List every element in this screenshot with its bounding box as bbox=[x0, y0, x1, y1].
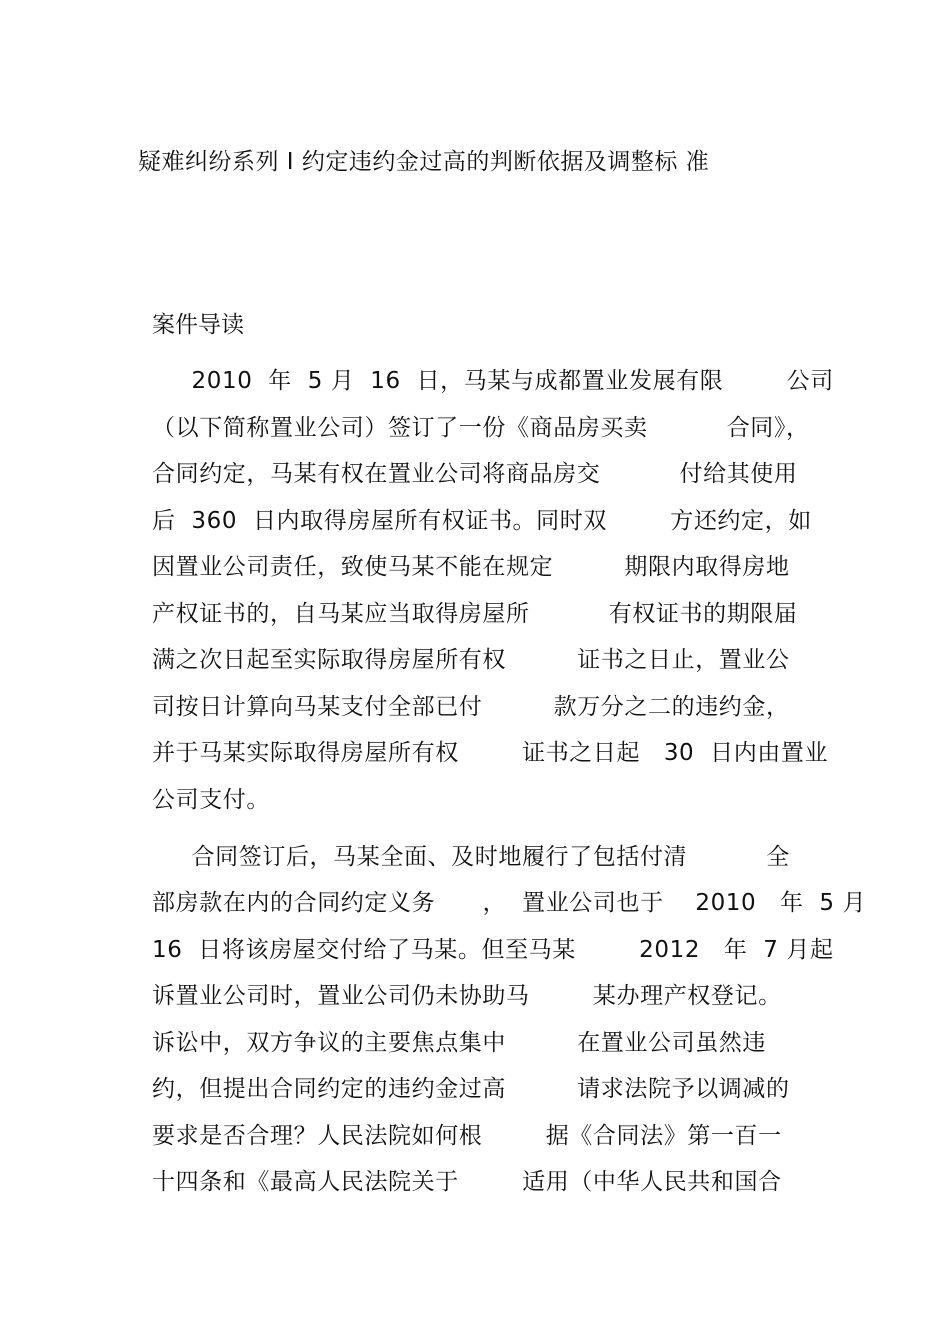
text-line: 合同约定，马某有权在置业公司将商品房交 付给其使用 bbox=[152, 461, 798, 487]
text-line: （以下简称置业公司）签订了一份《商品房买卖 合同》， bbox=[152, 415, 810, 441]
text-line: 满之次日起至实际取得房屋所有权 证书之日止，置业公 bbox=[152, 647, 790, 673]
text-line: 合同签订后，马某全面、及时地履行了包括付清 全 bbox=[152, 844, 790, 870]
text-line: 产权证书的，自马某应当取得房屋所 有权证书的期限届 bbox=[152, 601, 798, 627]
text-line: 诉讼中，双方争议的主要焦点集中 在置业公司虽然违 bbox=[152, 1030, 766, 1056]
text-line: 因置业公司责任，致使马某不能在规定 期限内取得房地 bbox=[152, 554, 790, 580]
text-line: 后 360 日内取得房屋所有权证书。同时双 方还约定，如 bbox=[152, 508, 812, 534]
text-line: 公司支付。 bbox=[152, 787, 270, 813]
document-title: 疑难纠纷系列 I 约定违约金过高的判断依据及调整标 准 bbox=[138, 149, 710, 175]
text-line: 十四条和《最高人民法院关于 适用（中华人民共和国合 bbox=[152, 1169, 782, 1195]
text-line: 约，但提出合同约定的违约金过高 请求法院予以调减的 bbox=[152, 1076, 790, 1102]
text-line: 2010 年 5 月 16 日，马某与成都置业发展有限 公司 bbox=[152, 368, 834, 394]
text-line: 司按日计算向马某支付全部已付 款万分之二的违约金， bbox=[152, 694, 790, 720]
text-line: 诉置业公司时，置业公司仍未协助马 某办理产权登记。 bbox=[152, 983, 782, 1009]
text-line: 要求是否合理？人民法院如何根 据《合同法》第一百一 bbox=[152, 1123, 782, 1149]
section-heading: 案件导读 bbox=[152, 312, 244, 338]
text-line: 16 日将该房屋交付给了马某。但至马某 2012 年 7 月起 bbox=[152, 937, 834, 963]
text-line: 部房款在内的合同约定义务 ， 置业公司也于 2010 年 5 月 bbox=[152, 890, 867, 916]
text-line: 并于马某实际取得房屋所有权 证书之日起 30 日内由置业 bbox=[152, 740, 829, 766]
